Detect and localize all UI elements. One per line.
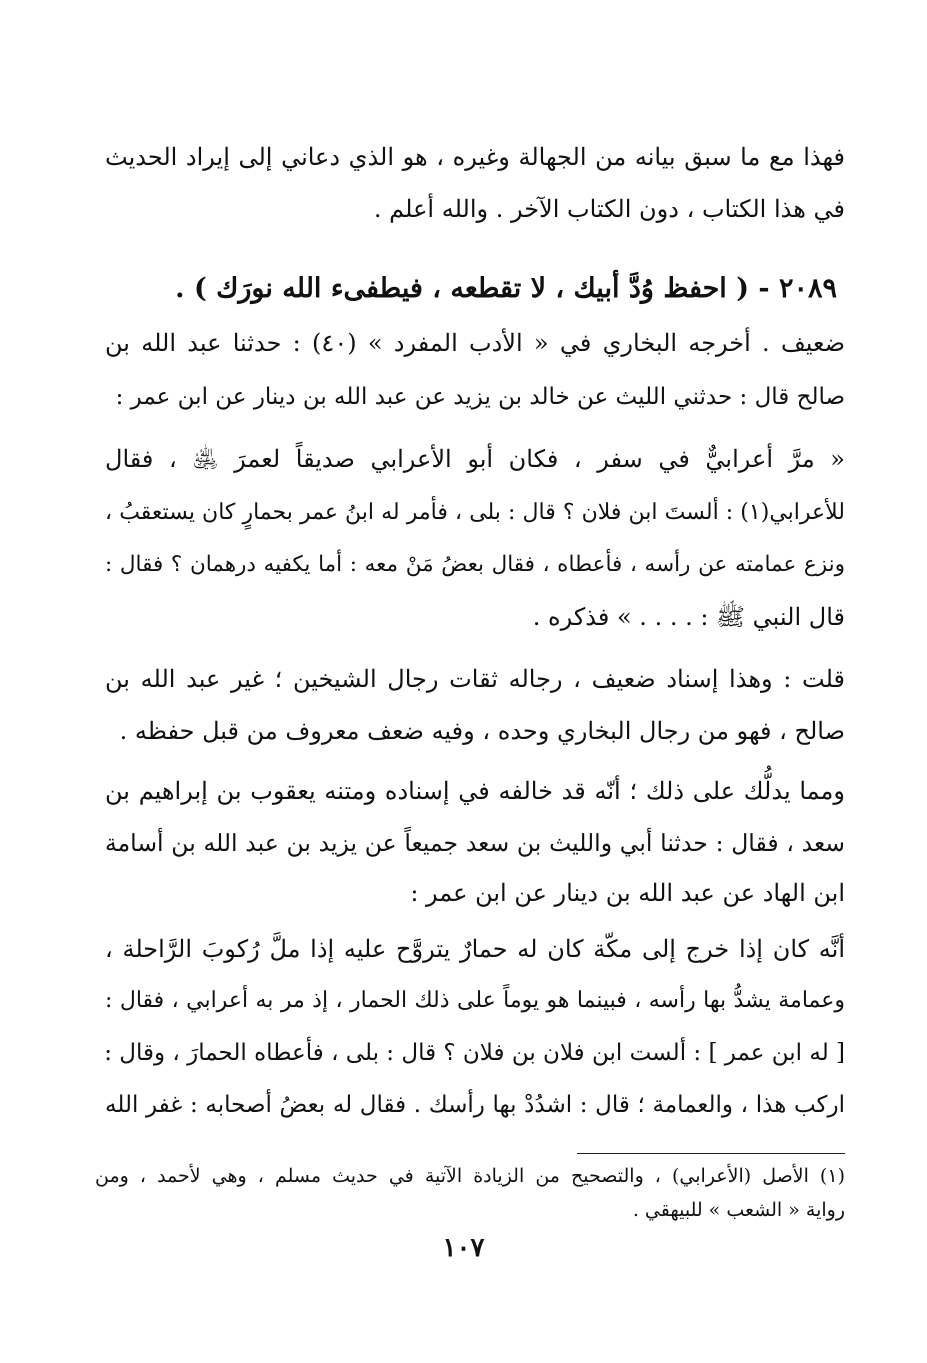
commentary-line-2: صالح ، فهو من رجال البخاري وحده ، وفيه ضعف معروف من قبل حفظه . bbox=[119, 717, 845, 745]
hadith-heading: ٢٠٨٩ - ( احفظ وُدَّ أبيك ، لا تقطعه ، فيطفىء الله نورَك ) . bbox=[175, 273, 837, 304]
grading-line-1: ضعيف . أخرجه البخاري في « الأدب المفرد » (٤٠) : حدثنا عبد الله بن bbox=[105, 329, 846, 357]
evidence-line-2: سعد ، فقال : حدثنا أبي والليث بن سعد جميعاً عن يزيد بن عبد الله بن أسامة bbox=[105, 829, 845, 857]
narration-line-4: قال النبي ﷺ : . . . . » فذكره . bbox=[532, 603, 845, 631]
narration-line-1: « مرَّ أعرابيٌّ في سفر ، فكان أبو الأعرابي صديقاً لعمرَ ﵁ ، فقال bbox=[105, 445, 845, 473]
second-narration-line-4: اركب هذا ، والعمامة ؛ قال : اشدُدْ بها رأسك . فقال له بعضُ أصحابه : غفر الله bbox=[105, 1092, 845, 1118]
evidence-line-1: ومما يدلُّك على ذلك ؛ أنّه قد خالفه في إسناده ومتنه يعقوب بن إبراهيم بن bbox=[105, 777, 845, 805]
grading-line-2: صالح قال : حدثني الليث عن خالد بن يزيد عن عبد الله بن دينار عن ابن عمر : bbox=[115, 384, 845, 410]
evidence-line-3: ابن الهاد عن عبد الله بن دينار عن ابن عمر : bbox=[410, 879, 845, 907]
footnote-separator bbox=[577, 1153, 845, 1154]
footnote-line-1: (١) الأصل (الأعرابي) ، والتصحيح من الزيادة الآتية في حديث مسلم ، وهي لأحمد ، ومن bbox=[95, 1165, 845, 1187]
narration-line-3: ونزع عمامته عن رأسه ، فأعطاه ، فقال بعضُ مَنْ معه : أما يكفيه درهمان ؟ فقال : bbox=[105, 552, 845, 577]
second-narration-line-3: [ له ابن عمر ] : ألست ابن فلان بن فلان ؟ قال : بلى ، فأعطاه الحمارَ ، وقال : bbox=[104, 1040, 845, 1066]
commentary-line-1: قلت : وهذا إسناد ضعيف ، رجاله ثقات رجال الشيخين ؛ غير عبد الله بن bbox=[105, 665, 845, 693]
page-number: ١٠٧ bbox=[442, 1233, 485, 1263]
intro-line-1: فهذا مع ما سبق بيانه من الجهالة وغيره ، هو الذي دعاني إلى إيراد الحديث bbox=[105, 143, 845, 171]
intro-line-2: في هذا الكتاب ، دون الكتاب الآخر . والله أعلم . bbox=[373, 195, 845, 223]
narration-line-2: للأعرابي(١) : ألستَ ابن فلان ؟ قال : بلى ، فأمر له ابنُ عمر بحمارٍ كان يستعقبُ ، bbox=[105, 500, 845, 525]
second-narration-line-2: وعمامة يشدُّ بها رأسه ، فبينما هو يوماً على ذلك الحمار ، إذ مر به أعرابي ، فقال : bbox=[105, 988, 845, 1013]
footnote-line-2: رواية « الشعب » للبيهقي . bbox=[632, 1199, 845, 1221]
second-narration-line-1: أنَّه كان إذا خرج إلى مكّة كان له حمارٌ يتروَّح عليه إذا ملَّ رُكوبَ الرَّاحلة ، bbox=[105, 935, 845, 963]
